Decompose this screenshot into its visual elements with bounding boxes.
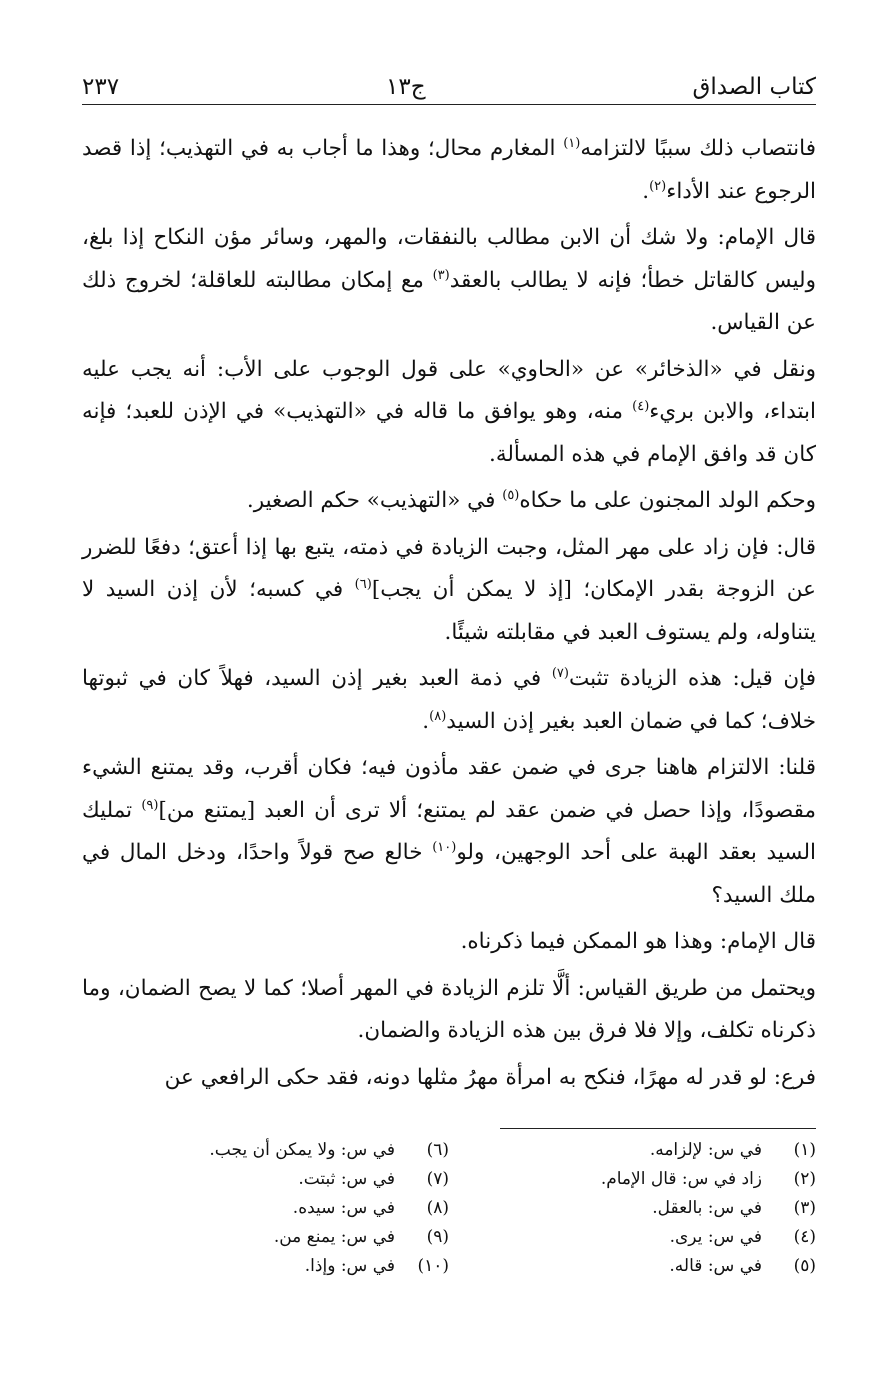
paragraph-text: في ذمة العبد بغير إذن السيد، فهلاً كان في ثبوتها خلاف؛ كما في ضمان العبد بغير إذن السيد (82, 666, 816, 734)
paragraph-text: قال الإمام: ولا شك أن الابن مطالب بالنفقات، والمهر، وسائر مؤن النكاح إذا بلغ، وليس كالقاتل خطأ؛ فإنه لا يطالب بالعقد (82, 225, 816, 293)
footnote-number: (٨) (426, 1198, 449, 1218)
footnote-text: في س: ولا يمكن أن يجب. (209, 1140, 395, 1160)
footnote-item (449, 1223, 816, 1252)
paragraph-text: قلنا: الالتزام هاهنا جرى في ضمن عقد مأذون فيه؛ فكان أقرب، وقد يمتنع الشيء مقصودًا، وإذا حصل في ضمن عقد لم يمتنع؛ ألا ترى أن العبد [يمتنع من] (82, 755, 816, 823)
paragraph-text: فرع: لو قدر له مهرًا، فنكح به امرأة مهرُ مثلها دونه، فقد حكى الرافعي عن (164, 1064, 816, 1090)
footnote-text: في س: سيده. (292, 1198, 395, 1218)
footnote-text: زاد في س: قال الإمام. (600, 1169, 762, 1189)
paragraph-text: خالع صح قولاً واحدًا، ودخل المال في ملك السيد؟ (82, 840, 816, 908)
footnote-marker: (٦) (354, 576, 372, 592)
footnotes-column-right (449, 1136, 816, 1281)
footnote-marker: (٥) (502, 487, 520, 503)
footnote-divider (500, 1128, 816, 1129)
footnote-number: (٩) (426, 1227, 449, 1247)
footnote-item (449, 1252, 816, 1281)
footnote-number: (١٠) (417, 1256, 449, 1276)
paragraph-text: قال الإمام: وهذا هو الممكن فيما ذكرناه. (460, 929, 816, 954)
paragraph (82, 921, 816, 964)
footnote-text: في س: يمنع من. (273, 1227, 395, 1247)
footnote-number: (٧) (426, 1169, 449, 1189)
footnote-number: (٥) (793, 1256, 816, 1276)
paragraph-text: تمليك السيد بعقد الهبة على أحد الوجهين، ولو (82, 797, 817, 865)
footnote-item (82, 1223, 449, 1252)
footnote-item (82, 1194, 449, 1223)
paragraph-text: مع إمكان مطالبته للعاقلة؛ لخروج ذلك عن القياس. (82, 267, 816, 335)
paragraph-text: في كسبه؛ لأن إذن السيد لا يتناوله، ولم يستوف العبد في مقابلته شيئًا. (82, 577, 816, 645)
footnote-text: في س: وإذا. (304, 1256, 395, 1276)
paragraph-text: فإن قيل: هذه الزيادة تثبت (568, 666, 816, 691)
paragraph (82, 527, 816, 655)
footnote-number: (١) (793, 1140, 816, 1160)
footnote-number: (٤) (793, 1227, 816, 1247)
paragraph (82, 968, 816, 1053)
footnote-marker: (١) (563, 135, 581, 151)
footnote-text: في س: قاله. (669, 1256, 762, 1276)
paragraph (82, 480, 816, 523)
paragraph-text: ويحتمل من طريق القياس: ألَّا تلزم الزيادة في المهر أصلا؛ كما لا يصح الضمان، وما ذكرناه تكلف، وإلا فلا فرق بين هذه الزيادة والضمان. (82, 975, 816, 1043)
footnote-marker: (٧) (551, 665, 569, 681)
footnote-item (449, 1165, 816, 1194)
footnote-marker: (٤) (632, 398, 650, 414)
footnote-item (82, 1252, 449, 1281)
footnote-text: في س: لإلزامه. (649, 1140, 762, 1160)
footnote-marker: (٨) (429, 708, 447, 724)
paragraph-text: . (422, 708, 430, 734)
footnote-text: في س: يرى. (669, 1227, 762, 1247)
paragraph (82, 217, 816, 345)
footnote-marker: (٩) (141, 797, 159, 813)
paragraph-text: منه، وهو يوافق ما قاله في «التهذيب» في الإذن للعبد؛ فإنه كان قد وافق الإمام في هذه المسألة. (82, 399, 816, 467)
paragraph-text: وحكم الولد المجنون على ما حكاه (519, 488, 816, 513)
main-text (82, 128, 816, 1103)
footnote-text: في س: بالعقل. (652, 1198, 762, 1218)
header-divider (82, 104, 816, 105)
footnote-item (82, 1165, 449, 1194)
footnote-number: (٣) (793, 1198, 816, 1218)
footnote-number: (٢) (793, 1169, 816, 1189)
footnotes (82, 1136, 816, 1281)
paragraph (82, 349, 816, 477)
paragraph-text: في «التهذيب» حكم الصغير. (246, 488, 503, 513)
footnote-item (82, 1136, 449, 1165)
page-header (82, 64, 816, 100)
volume-label: ج١٣ (385, 74, 426, 100)
footnote-number: (٦) (426, 1140, 449, 1160)
footnote-marker: (٢) (649, 178, 667, 194)
footnote-marker: (١٠) (432, 839, 457, 855)
paragraph (82, 747, 816, 917)
footnote-item (449, 1194, 816, 1223)
page-number: ٢٣٧ (82, 74, 120, 100)
paragraph (82, 1057, 816, 1100)
footnote-marker: (٣) (432, 267, 450, 283)
paragraph-text: قال: فإن زاد على مهر المثل، وجبت الزيادة في ذمته، يتبع بها إذا أعتق؛ دفعًا للضرر عن الزوجة بقدر الإمكان؛ [إذ لا يمكن أن يجب] (82, 534, 816, 602)
paragraph-text: ونقل في «الذخائر» عن «الحاوي» على قول الوجوب على الأب: أنه يجب عليه ابتداء، والابن بريء (82, 356, 816, 424)
paragraph-text: فانتصاب ذلك سببًا لالتزامه (580, 136, 816, 161)
footnotes-column-left (82, 1136, 449, 1281)
book-title: كتاب الصداق (692, 74, 816, 100)
paragraph-text: . (642, 178, 650, 204)
footnote-item (449, 1136, 816, 1165)
footnote-text: في س: ثبتت. (298, 1169, 395, 1189)
paragraph (82, 658, 816, 743)
paragraph (82, 128, 816, 213)
paragraph-text: المغارم محال؛ وهذا ما أجاب به في التهذيب؛ إذا قصد الرجوع عند الأداء (82, 136, 816, 204)
